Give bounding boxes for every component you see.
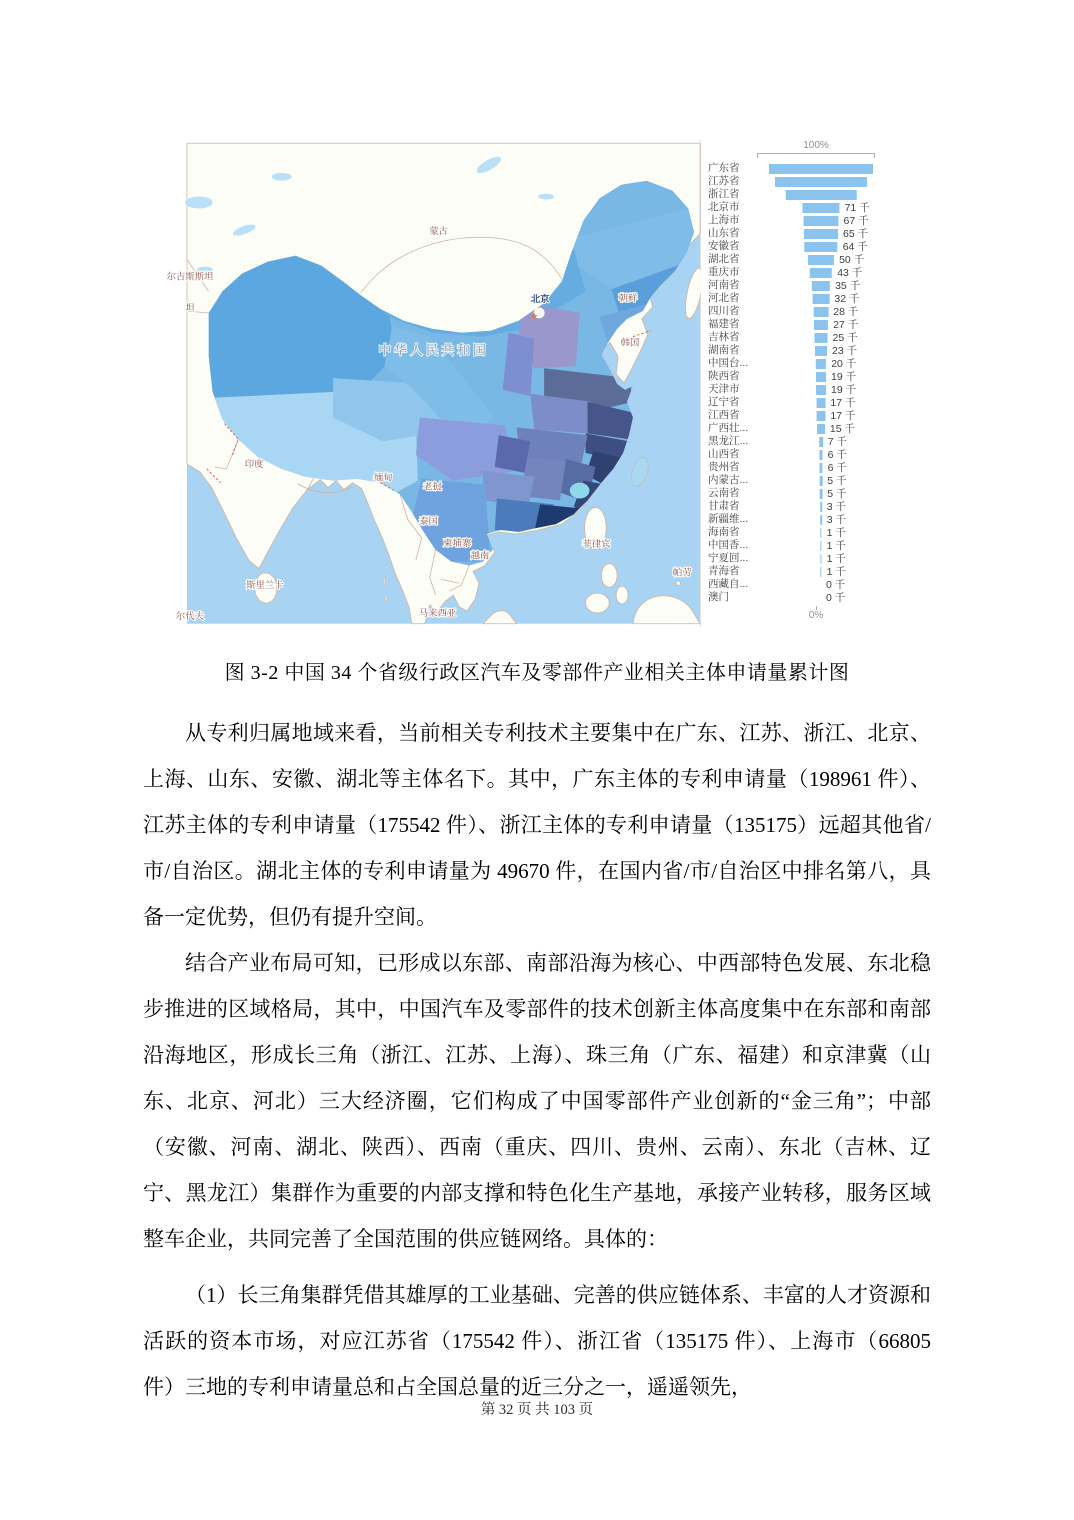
chart-row [701, 162, 887, 175]
chart-value-label: 0 千 [826, 578, 846, 591]
chart-row [701, 214, 887, 227]
chart-value-label: 5 千 [827, 487, 847, 500]
chart-bar-track [755, 513, 887, 526]
chart-bar-track [755, 487, 887, 500]
chart-bar-track [755, 565, 887, 578]
chart-bar-track [755, 591, 887, 604]
chart-bar-track [755, 279, 887, 292]
chart-bar [820, 502, 822, 512]
map-label: 韩国 [620, 337, 640, 348]
chart-bar-track [755, 266, 887, 279]
chart-value-label: 1 千 [826, 552, 846, 565]
chart-bar-track [755, 370, 887, 383]
chart-row [701, 357, 887, 370]
chart-bar [814, 307, 829, 317]
chart-bar-track [755, 383, 887, 396]
chart-bar [817, 424, 825, 434]
chart-bar-track [755, 409, 887, 422]
chart-bar [808, 255, 834, 265]
chart-value-label: 1 千 [826, 526, 846, 539]
chart-category-label: 山西省 [708, 448, 740, 460]
chart-category-label: 安徽省 [708, 240, 740, 252]
funnel-chart [701, 140, 887, 627]
chart-value-label: 25 千 [832, 331, 858, 344]
chart-row [701, 188, 887, 201]
chart-row [701, 474, 887, 487]
chart-bar [814, 320, 828, 330]
chart-value-label: 0 千 [826, 591, 846, 604]
figure-3-2 [166, 140, 887, 627]
chart-value-label: 50 千 [839, 253, 865, 266]
chart-bar [820, 489, 823, 499]
chart-bar [812, 281, 830, 291]
chart-row [701, 175, 887, 188]
chart-row [701, 422, 887, 435]
chart-value-label: 3 千 [826, 513, 847, 526]
chart-bar [786, 190, 857, 200]
map-label: 蒙古 [429, 226, 448, 237]
chart-row [701, 253, 887, 266]
chart-category-label: 湖南省 [708, 344, 740, 356]
chart-bar-track [755, 331, 887, 344]
chart-row [701, 370, 887, 383]
chart-row [701, 292, 887, 305]
map-label: 泰国 [419, 516, 439, 527]
chart-value-label: 27 千 [833, 318, 859, 331]
figure-caption: 图 3-2 中国 34 个省级行政区汽车及零部件产业相关主体申请量累计图 [224, 662, 850, 684]
chart-row [701, 448, 887, 461]
chart-bar-track [755, 474, 887, 487]
chart-row [701, 305, 887, 318]
chart-bar [820, 541, 821, 551]
chart-value-label: 43 千 [837, 266, 863, 279]
chart-category-label: 福建省 [708, 318, 740, 330]
chart-bar [804, 229, 838, 239]
chart-bar-track [755, 227, 887, 240]
chart-bar-track [755, 214, 887, 227]
chart-bar-track [755, 526, 887, 539]
chart-bar [804, 216, 839, 226]
chart-category-label: 中国香... [708, 539, 749, 551]
chart-bar-track [755, 422, 887, 435]
chart-value-label: 6 千 [827, 448, 847, 461]
chart-bar-track [755, 500, 887, 513]
map-label: 缅甸 [373, 472, 393, 483]
chart-bar-track [755, 578, 887, 591]
chart-bar [820, 476, 823, 486]
chart-category-label: 江苏省 [708, 175, 740, 187]
map-label: 斯里兰卡 [246, 580, 284, 591]
chart-category-label: 内蒙古... [708, 474, 749, 486]
chart-value-label: 1 千 [826, 565, 846, 578]
chart-category-label: 黑龙江... [708, 435, 749, 447]
chart-row [701, 461, 887, 474]
chart-bar-track [755, 240, 887, 253]
paragraph-3: （1）长三角集群凭借其雄厚的工业基础、完善的供应链体系、丰富的人才资源和活跃的资本市场，对应江苏省（175542 件）、浙江省（135175 件）、上海市（66805 件）三地的专利申请量总和占全国总量的近三分之一，遥遥领先， [143, 1283, 931, 1399]
chart-category-label: 重庆市 [708, 266, 740, 278]
chart-bar [769, 164, 873, 174]
map-label: 菲律宾 [582, 538, 611, 549]
chart-top-axis-label: 100% [803, 140, 829, 151]
chart-row [701, 266, 887, 279]
chart-category-label: 宁夏回... [708, 552, 749, 564]
chart-category-label: 辽宁省 [708, 396, 740, 408]
map-label: 柬埔寨 [443, 537, 472, 548]
chart-bar-track [755, 396, 887, 409]
chart-row [701, 591, 887, 604]
map-label: 老挝 [423, 481, 443, 492]
chart-value-label: 71 千 [844, 201, 870, 214]
china-choropleth-map [166, 140, 701, 627]
chart-value-label: 17 千 [830, 396, 856, 409]
chart-category-label: 北京市 [708, 201, 740, 213]
map-label: 中华人民共和国 [378, 342, 489, 358]
chart-category-label: 贵州省 [708, 461, 740, 473]
chart-bar [775, 177, 867, 187]
chart-category-label: 广西壮... [708, 422, 749, 434]
map-label: ★ [530, 310, 539, 321]
chart-bar [820, 528, 821, 538]
chart-value-label: 17 千 [830, 409, 856, 422]
chart-value-label: 64 千 [842, 240, 868, 253]
map-label: 越南 [470, 550, 490, 561]
chart-bar-track [755, 188, 887, 201]
chart-bottom-axis [757, 606, 875, 621]
chart-value-label: 65 千 [843, 227, 869, 240]
map-label: 朝鲜 [618, 293, 638, 304]
chart-bar [810, 268, 832, 278]
chart-bar-track [755, 357, 887, 370]
chart-bar-track [755, 318, 887, 331]
chart-category-label: 中国台... [708, 357, 749, 369]
chart-bar-track [755, 305, 887, 318]
chart-row [701, 240, 887, 253]
map-svg [166, 140, 700, 627]
chart-bar-track [755, 552, 887, 565]
chart-row [701, 526, 887, 539]
chart-bar [816, 359, 826, 369]
paragraph-1: 从专利归属地域来看，当前相关专利技术主要集中在广东、江苏、浙江、北京、上海、山东、安徽、湖北等主体名下。其中，广东主体的专利申请量（198961 件）、江苏主体的专利申请量（175542 件）、浙江主体的专利申请量（135175）远超其他省/市/自治区。湖北主体的专利申请量为 49670 件，在国内省/市/自治区中排名第八，具备一定优势，但仍有提升空间。 [143, 721, 931, 929]
chart-bar-track [755, 344, 887, 357]
chart-bar-track [755, 253, 887, 266]
chart-bar [820, 567, 821, 577]
chart-category-label: 西藏自... [708, 578, 749, 590]
chart-bar [819, 463, 822, 473]
chart-category-label: 四川省 [708, 305, 740, 317]
map-label: 帕劳 [672, 567, 692, 578]
chart-row [701, 201, 887, 214]
chart-value-label: 6 千 [827, 461, 847, 474]
chart-row [701, 227, 887, 240]
chart-value-label: 19 千 [831, 370, 857, 383]
chart-value-label: 19 千 [831, 383, 857, 396]
chart-bar [816, 385, 826, 395]
chart-category-label: 河南省 [708, 279, 740, 291]
hainan-island [570, 483, 590, 499]
chart-row [701, 344, 887, 357]
chart-row [701, 318, 887, 331]
chart-bar [819, 450, 822, 460]
chart-category-label: 海南省 [708, 526, 740, 538]
page-footer: 第 32 页 共 103 页 [480, 1402, 594, 1418]
chart-category-label: 青海省 [708, 565, 740, 577]
chart-value-label: 67 千 [843, 214, 869, 227]
chart-bar [802, 203, 839, 213]
chart-bar-track [755, 175, 887, 188]
chart-row [701, 383, 887, 396]
chart-bar-track [755, 435, 887, 448]
chart-category-label: 天津市 [708, 383, 740, 395]
chart-category-label: 广东省 [708, 162, 740, 174]
chart-value-label: 23 千 [832, 344, 858, 357]
map-label: 北京 [530, 294, 550, 305]
chart-row [701, 331, 887, 344]
chart-bar [804, 242, 837, 252]
chart-category-label: 上海市 [708, 214, 740, 226]
chart-category-label: 甘肃省 [708, 500, 740, 512]
map-label: 印度 [244, 458, 264, 469]
chart-bar [816, 372, 826, 382]
chart-category-label: 浙江省 [708, 188, 740, 200]
chart-value-label: 1 千 [826, 539, 846, 552]
chart-bar-track [755, 201, 887, 214]
chart-bar [819, 437, 823, 447]
chart-value-label: 28 千 [833, 305, 859, 318]
chart-row [701, 578, 887, 591]
chart-value-label: 3 千 [826, 500, 847, 513]
chart-bar-track [755, 448, 887, 461]
map-label: 坦 [185, 302, 195, 313]
chart-category-label: 云南省 [708, 487, 740, 499]
chart-bar [817, 411, 826, 421]
map-label: 尔代夫 [175, 610, 204, 621]
chart-value-label: 20 千 [831, 357, 857, 370]
map-label: 尔吉斯斯坦 [166, 271, 214, 282]
chart-row [701, 565, 887, 578]
chart-row [701, 487, 887, 500]
body-text [143, 710, 931, 1410]
chart-category-label: 山东省 [708, 227, 740, 239]
chart-bar-track [755, 292, 887, 305]
chart-bar [820, 554, 821, 564]
chart-value-label: 32 千 [834, 292, 860, 305]
chart-value-label: 7 千 [827, 435, 848, 448]
chart-category-label: 江西省 [708, 409, 740, 421]
chart-row [701, 500, 887, 513]
chart-category-label: 新疆维... [708, 513, 749, 525]
chart-bar-track [755, 461, 887, 474]
chart-row [701, 396, 887, 409]
chart-category-label: 吉林省 [708, 331, 740, 343]
chart-bar [820, 515, 822, 525]
paragraph-2: 结合产业布局可知，已形成以东部、南部沿海为核心、中西部特色发展、东北稳步推进的区域格局，其中，中国汽车及零部件的技术创新主体高度集中在东部和南部沿海地区，形成长三角（浙江、江苏、上海）、珠三角（广东、福建）和京津冀（山东、北京、河北）三大经济圈，它们构成了中国零部件产业创新的“金三角”；中部（安徽、河南、湖北、陕西）、西南（重庆、四川、贵州、云南）、东北（吉林、辽宁、黑龙江）集群作为重要的内部支撑和特色化生产基地，承接产业转移，服务区域整车企业，共同完善了全国范围的供应链网络。具体的： [143, 951, 931, 1251]
chart-bar-track [755, 539, 887, 552]
chart-row [701, 435, 887, 448]
chart-row [701, 513, 887, 526]
chart-value-label: 15 千 [829, 422, 855, 435]
chart-row [701, 552, 887, 565]
map-label: 马来西亚 [418, 607, 457, 618]
chart-value-label: 5 千 [827, 474, 847, 487]
chart-category-label: 河北省 [708, 292, 740, 304]
chart-category-label: 湖北省 [708, 253, 740, 265]
chart-category-label: 陕西省 [708, 370, 740, 382]
chart-bar [815, 346, 827, 356]
chart-row [701, 279, 887, 292]
chart-top-axis-bracket [757, 153, 875, 158]
chart-bar [813, 294, 830, 304]
chart-row [701, 409, 887, 422]
chart-category-label: 澳门 [708, 591, 729, 603]
chart-row [701, 539, 887, 552]
chart-bar [814, 333, 827, 343]
chart-bar-track [755, 162, 887, 175]
chart-top-axis [757, 141, 875, 158]
chart-bar [817, 398, 826, 408]
chart-bottom-axis-label: 0% [808, 610, 824, 621]
funnel-rows [701, 162, 887, 604]
chart-value-label: 35 千 [835, 279, 861, 292]
